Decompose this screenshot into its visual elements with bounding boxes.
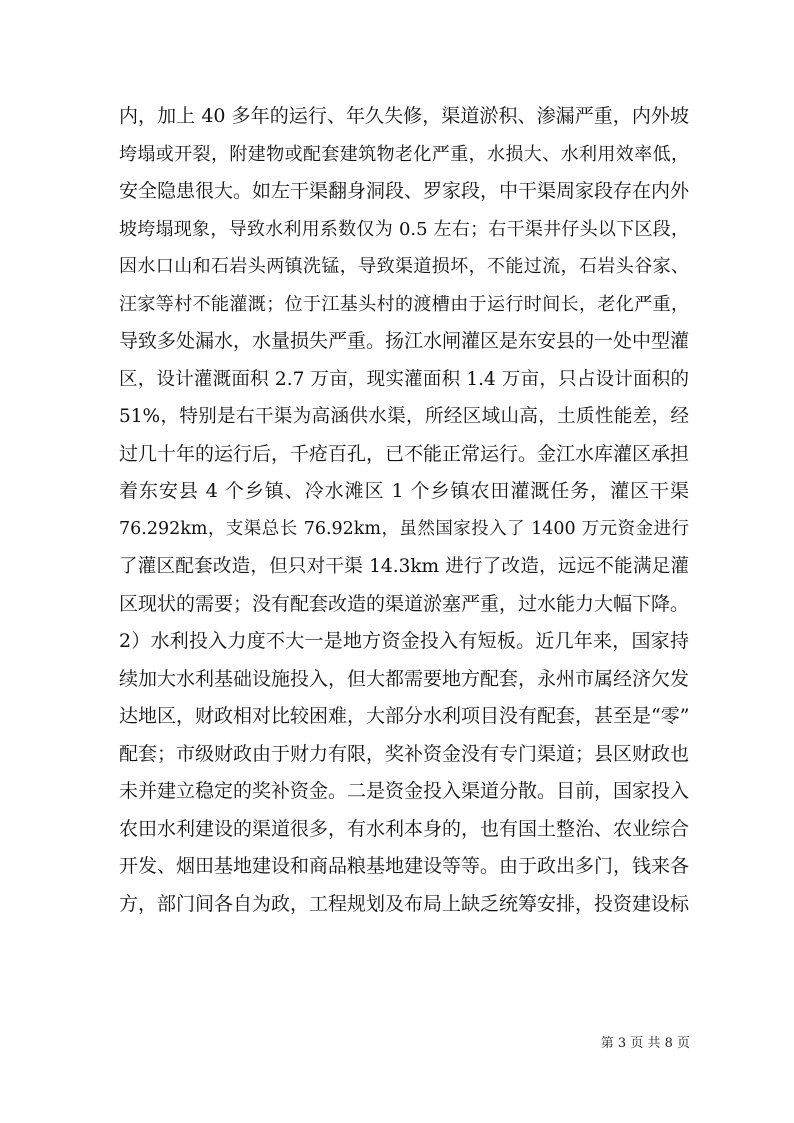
text-line: 内，加上 40 多年的运行、年久失修，渠道淤积、渗漏严重，内外坡 [119, 105, 689, 127]
text-line: 76.292km，支渠总长 76.92km，虽然国家投入了 1400 万元资金进行 [119, 518, 689, 539]
text-line: 安全隐患很大。如左干渠翻身洞段、罗家段，中干渠周家段存在内外 [119, 180, 690, 202]
text-line: 区，设计灌溉面积 2.7 万亩，现实灌面积 1.4 万亩，只占设计面积的 [119, 368, 689, 390]
text-line: 续加大水利基础设施投入，但大都需要地方配套，永州市属经济欠发 [119, 667, 690, 690]
text-line: 农田水利建设的渠道很多，有水利本身的，也有国土整治、农业综合 [119, 817, 690, 840]
body-text [119, 98, 689, 923]
text-line: 配套；市级财政由于财力有限，奖补资金没有专门渠道；县区财政也 [119, 742, 690, 765]
text-line: 过几十年的运行后，千疮百孔，已不能正常运行。金江水库灌区承担 [119, 442, 690, 465]
text-line: 汪家等村不能灌溉；位于江基头村的渡槽由于运行时间长，老化严重， [119, 293, 689, 315]
text-line: 垮塌或开裂，附建物或配套建筑物老化严重，水损大、水利用效率低， [119, 143, 689, 165]
text-line: 坡垮塌现象，导致水利用系数仅为 0.5 左右；右干渠井仔头以下区段， [119, 218, 689, 240]
text-line: 了灌区配套改造，但只对干渠 14.3km 进行了改造，远远不能满足灌 [119, 556, 689, 577]
text-line: 2）水利投入力度不大一是地方资金投入有短板。近几年来，国家持 [119, 630, 689, 652]
page-number-footer: 第 3 页 共 8 页 [600, 1036, 690, 1051]
text-line: 导致多处漏水，水量损失严重。扬江水闸灌区是东安县的一处中型灌 [119, 330, 690, 352]
text-line: 51%，特别是右干渠为高涵供水渠，所经区域山高，土质性能差，经 [119, 406, 689, 427]
text-line: 方，部门间各自为政，工程规划及布局上缺乏统筹安排，投资建设标 [119, 892, 690, 915]
text-line: 着东安县 4 个乡镇、冷水滩区 1 个乡镇农田灌溉任务，灌区干渠 [119, 480, 689, 502]
text-line: 因水口山和石岩头两镇洗锰，导致渠道损坏，不能过流，石岩头谷家、 [119, 256, 689, 277]
text-line: 达地区，财政相对比较困难，大部分水利项目没有配套，甚至是“零” [119, 705, 690, 727]
text-line: 开发、烟田基地建设和商品粮基地建设等等。由于政出多门，钱来各 [119, 855, 690, 877]
text-line: 未并建立稳定的奖补资金。二是资金投入渠道分散。目前，国家投入 [119, 780, 690, 802]
text-line: 区现状的需要；没有配套改造的渠道淤塞严重，过水能力大幅下降。 [119, 592, 690, 615]
